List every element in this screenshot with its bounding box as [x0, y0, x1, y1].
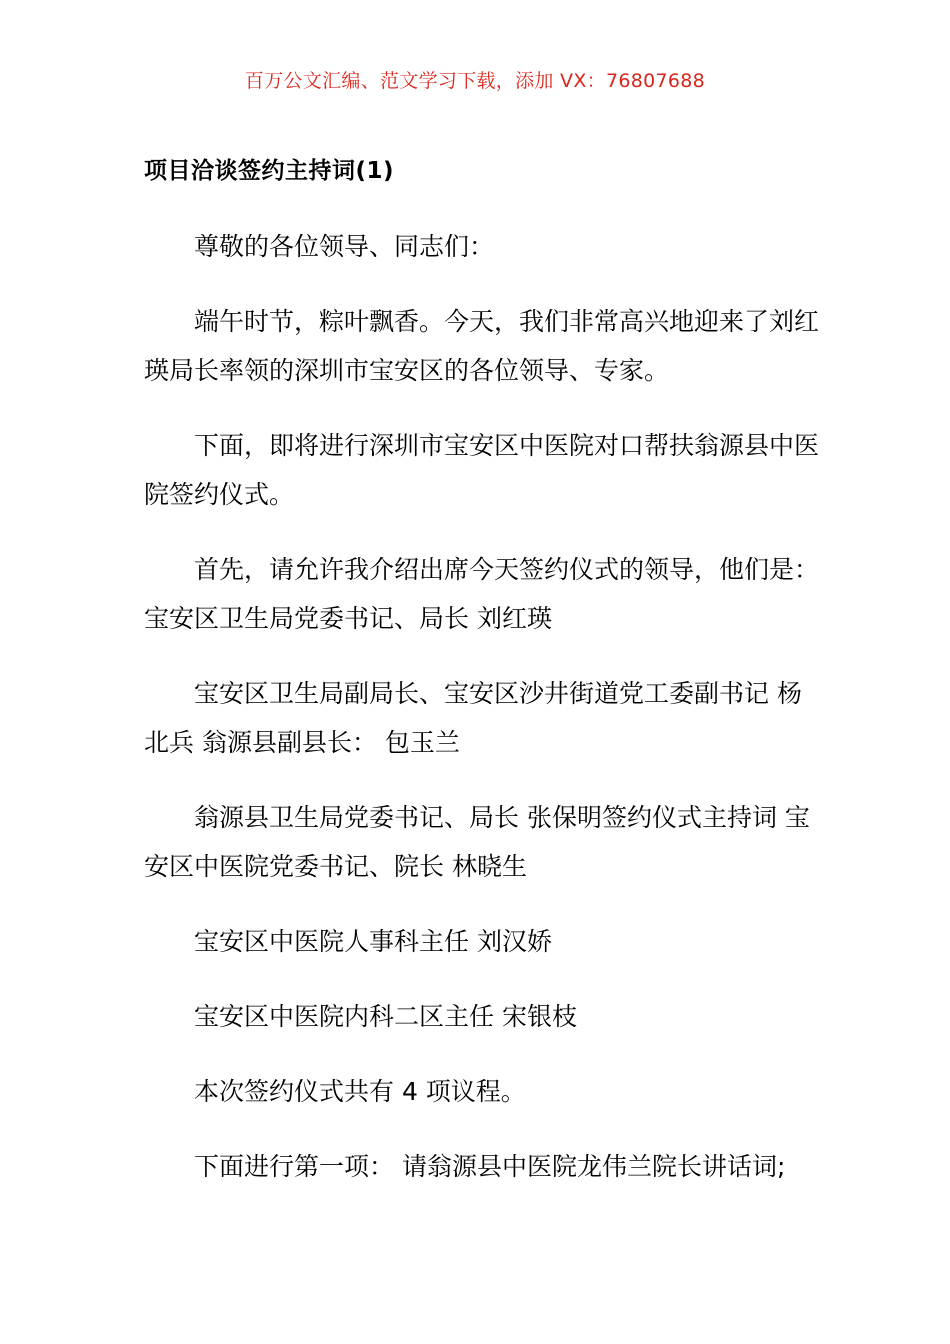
- paragraph-guest-list-3: 宝安区中医院人事科主任 刘汉娇: [194, 927, 552, 956]
- document-title: 项目洽谈签约主持词(1): [144, 158, 395, 184]
- paragraph-ceremony-intro: 下面，即将进行深圳市宝安区中医院对口帮扶翁源县中医院签约仪式。: [144, 431, 820, 509]
- paragraph-welcome: 端午时节，粽叶飘香。今天，我们非常高兴地迎来了刘红瑛局长率领的深圳市宝安区的各位领导、专家。: [144, 307, 820, 385]
- header-promo-note: 百万公文汇编、范文学习下载，添加 VX：76807688: [244, 70, 706, 92]
- paragraph-agenda-count: 本次签约仪式共有 4 项议程。: [194, 1077, 526, 1106]
- document-body: [144, 222, 824, 1217]
- paragraph-guest-list-4: 宝安区中医院内科二区主任 宋银枝: [194, 1002, 577, 1031]
- paragraph-greeting: 尊敬的各位领导、同志们：: [194, 232, 495, 261]
- paragraph-guest-list-2: 翁源县卫生局党委书记、局长 张保明签约仪式主持词 宝安区中医院党委书记、院长 林晓生: [144, 803, 810, 881]
- paragraph-guest-intro: 首先，请允许我介绍出席今天签约仪式的领导，他们是： 宝安区卫生局党委书记、局长 刘红瑛: [144, 555, 820, 633]
- paragraph-agenda-item-1: 下面进行第一项： 请翁源县中医院龙伟兰院长讲话词;: [194, 1152, 786, 1181]
- paragraph-guest-list-1: 宝安区卫生局副局长、宝安区沙井街道党工委副书记 杨北兵 翁源县副县长： 包玉兰: [144, 679, 802, 757]
